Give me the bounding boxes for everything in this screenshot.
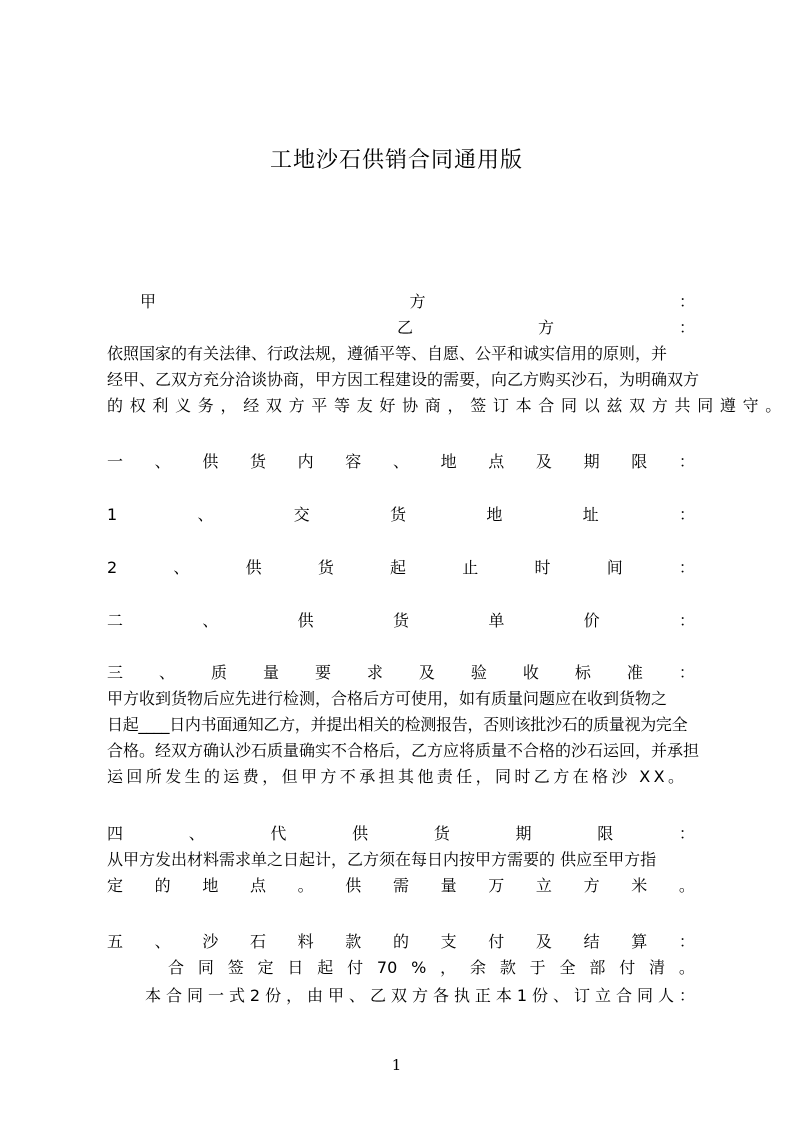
- section-5-payment-terms: [168, 958, 695, 978]
- item-2-char: 起: [390, 558, 407, 577]
- section-3-heading: [107, 663, 695, 683]
- section-4-body-char: 地: [202, 876, 219, 895]
- copies-char: 执: [453, 986, 470, 1005]
- section-4-char: 货: [433, 824, 450, 843]
- item-2-char: 供: [245, 558, 262, 577]
- payment-char: 70: [376, 958, 398, 977]
- section-1-char: 、: [392, 452, 409, 471]
- copies-char: 正: [474, 986, 491, 1005]
- item-2-char: 间: [606, 558, 623, 577]
- copies-char: 双: [390, 986, 407, 1005]
- party-a-label: 甲: [140, 292, 157, 311]
- section-5-number: 五: [107, 932, 124, 951]
- section-3-body-line-3: 合格。经双方确认沙石质量确实不合格后，乙方应将质量不合格的沙石运回，并承担: [107, 741, 700, 760]
- copies-char: 本: [145, 986, 162, 1005]
- intro-line-3: [107, 396, 789, 416]
- section-4-body-char: 立: [535, 876, 552, 895]
- section-1-char: 期: [583, 452, 600, 471]
- copies-char: 甲: [328, 986, 345, 1005]
- copies-char: 式: [228, 986, 245, 1005]
- copies-char: 乙: [370, 986, 387, 1005]
- section-5-char: 的: [392, 932, 409, 951]
- section-5-separator: 、: [154, 932, 171, 951]
- item-1-separator: 、: [197, 505, 214, 524]
- item-2-number: 2: [107, 558, 118, 577]
- copies-char: 份: [532, 986, 549, 1005]
- copies-char: 1: [516, 986, 528, 1005]
- document-title: 工地沙石供销合同通用版: [269, 148, 523, 173]
- copies-char: 份: [265, 986, 282, 1005]
- copies-char: 同: [186, 986, 203, 1005]
- section-4-body-line-2: [107, 876, 695, 896]
- section-1-char: 点: [488, 452, 505, 471]
- section-4-body-char: 量: [440, 876, 457, 895]
- payment-char: 清: [649, 958, 666, 977]
- item-2-char: 货: [317, 558, 334, 577]
- section-5-char: 付: [488, 932, 505, 951]
- section-3-char: 量: [262, 663, 279, 682]
- section-3-colon: ：: [678, 663, 695, 682]
- section-4-char: 期: [515, 824, 532, 843]
- section-4-number: 四: [107, 824, 124, 843]
- section-2-char: 货: [392, 611, 409, 630]
- party-a-colon: ：: [678, 292, 695, 311]
- section-4-body-char: 点: [249, 876, 266, 895]
- section-2-char: 价: [583, 611, 600, 630]
- item-1-delivery-address: [107, 505, 695, 525]
- section-5-char: 支: [440, 932, 457, 951]
- section-5-copies-clause: [145, 986, 695, 1006]
- item-2-colon: ：: [678, 558, 695, 577]
- section-3-char: 收: [522, 663, 539, 682]
- section-2-char: 单: [488, 611, 505, 630]
- section-2-colon: ：: [678, 611, 695, 630]
- payment-char: 合: [168, 958, 185, 977]
- section-5-char: 及: [535, 932, 552, 951]
- section-5-heading: [107, 932, 695, 952]
- party-b-label: 乙: [397, 318, 414, 337]
- item-1-char: 交: [293, 505, 310, 524]
- section-4-body-char: 方: [583, 876, 600, 895]
- payment-char: 签: [227, 958, 244, 977]
- section-3-body-line-4: 运回所发生的运费，但甲方不承担其他责任，同时乙方在格沙 XX。: [107, 767, 688, 786]
- section-2-number: 二: [107, 611, 124, 630]
- party-b-line: [397, 318, 695, 338]
- section-3-char: 标: [574, 663, 591, 682]
- section-4-separator: 、: [188, 824, 205, 843]
- copies-char: 订: [574, 986, 591, 1005]
- item-1-number: 1: [107, 505, 118, 524]
- section-3-char: 及: [418, 663, 435, 682]
- section-3-number: 三: [107, 663, 124, 682]
- item-2-supply-period: [107, 558, 695, 578]
- party-b-label-2: 方: [537, 318, 554, 337]
- section-1-char: 容: [345, 452, 362, 471]
- copies-char: 合: [165, 986, 182, 1005]
- section-4-body-char: 的: [154, 876, 171, 895]
- section-4-body-char: 米: [631, 876, 648, 895]
- section-3-char: 求: [366, 663, 383, 682]
- section-1-heading: [107, 452, 695, 472]
- payment-char: 。: [678, 958, 695, 977]
- payment-char: 日: [287, 958, 304, 977]
- section-4-body-char: 万: [488, 876, 505, 895]
- copies-char: 立: [595, 986, 612, 1005]
- payment-char: %: [411, 958, 427, 977]
- section-3-body-line-2: 日起____日内书面通知乙方，并提出相关的检测报告，否则该批沙石的质量视为完全: [107, 715, 688, 734]
- section-3-char: 要: [314, 663, 331, 682]
- copies-char: 合: [615, 986, 632, 1005]
- item-1-char: 地: [486, 505, 503, 524]
- section-4-body-char: 供: [345, 876, 362, 895]
- section-1-char: 及: [535, 452, 552, 471]
- section-2-heading: [107, 611, 695, 631]
- copies-char: 一: [207, 986, 224, 1005]
- section-1-char: 货: [249, 452, 266, 471]
- item-1-colon: ：: [678, 505, 695, 524]
- section-5-char: 沙: [202, 932, 219, 951]
- section-4-body-char: 定: [107, 876, 124, 895]
- copies-char: ：: [678, 986, 695, 1005]
- copies-char: 由: [307, 986, 324, 1005]
- copies-char: 同: [636, 986, 653, 1005]
- intro-line-1: 依照国家的有关法律、行政法规，遵循平等、自愿、公平和诚实信用的原则，并: [107, 344, 668, 363]
- party-a-label-2: 方: [409, 292, 426, 311]
- section-5-char: 石: [249, 932, 266, 951]
- copies-char: 方: [411, 986, 428, 1005]
- section-2-char: 供: [297, 611, 314, 630]
- section-4-body-char: 。: [678, 876, 695, 895]
- section-1-separator: 、: [154, 452, 171, 471]
- section-4-body-line-1: 从甲方发出材料需求单之日起计，乙方须在每日内按甲方需要的 供应至甲方指: [107, 850, 657, 869]
- section-1-char: 限: [631, 452, 648, 471]
- copies-char: 、: [349, 986, 366, 1005]
- section-1-colon: ：: [678, 452, 695, 471]
- item-1-char: 址: [582, 505, 599, 524]
- payment-char: 同: [197, 958, 214, 977]
- page-number: 1: [391, 1056, 402, 1074]
- section-1-char: 供: [202, 452, 219, 471]
- section-4-heading: [107, 824, 695, 844]
- item-2-separator: 、: [173, 558, 190, 577]
- section-5-colon: ：: [678, 932, 695, 951]
- payment-char: 于: [529, 958, 546, 977]
- payment-char: 定: [257, 958, 274, 977]
- section-3-body-line-1: 甲方收到货物后应先进行检测，合格后方可使用，如有质量问题应在收到货物之: [107, 689, 668, 708]
- payment-char: 全: [559, 958, 576, 977]
- section-3-char: 质: [210, 663, 227, 682]
- intro-text-3: 的权利义务，经双方平等友好协商，签订本合同以兹双方共同遵守。: [107, 396, 789, 415]
- item-1-char: 货: [390, 505, 407, 524]
- section-4-colon: ：: [678, 824, 695, 843]
- party-b-colon: ：: [678, 318, 695, 337]
- section-1-char: 内: [297, 452, 314, 471]
- copies-char: 各: [432, 986, 449, 1005]
- section-5-char: 料: [297, 932, 314, 951]
- section-4-body-char: 需: [392, 876, 409, 895]
- copies-char: ，: [286, 986, 303, 1005]
- section-1-char: 地: [440, 452, 457, 471]
- copies-char: 、: [553, 986, 570, 1005]
- item-2-char: 止: [462, 558, 479, 577]
- payment-char: 款: [499, 958, 516, 977]
- section-5-char: 款: [345, 932, 362, 951]
- payment-char: ，: [440, 958, 457, 977]
- section-2-separator: 、: [202, 611, 219, 630]
- section-5-char: 结: [583, 932, 600, 951]
- intro-line-2: 经甲、乙双方充分洽谈协商，甲方因工程建设的需要，向乙方购买沙石，为明确双方: [107, 370, 700, 389]
- section-3-separator: 、: [158, 663, 175, 682]
- section-1-number: 一: [107, 452, 124, 471]
- payment-char: 余: [469, 958, 486, 977]
- item-2-char: 时: [534, 558, 551, 577]
- section-4-char: 限: [597, 824, 614, 843]
- copies-char: 本: [495, 986, 512, 1005]
- copies-char: 人: [657, 986, 674, 1005]
- copies-char: 2: [249, 986, 261, 1005]
- section-4-body-char: 。: [297, 876, 314, 895]
- section-3-char: 准: [626, 663, 643, 682]
- payment-char: 部: [589, 958, 606, 977]
- party-a-line: [107, 292, 695, 312]
- section-4-char: 代: [270, 824, 287, 843]
- payment-char: 起: [317, 958, 334, 977]
- section-3-char: 验: [470, 663, 487, 682]
- payment-char: 付: [347, 958, 364, 977]
- section-4-char: 供: [352, 824, 369, 843]
- payment-char: 付: [619, 958, 636, 977]
- section-5-char: 算: [631, 932, 648, 951]
